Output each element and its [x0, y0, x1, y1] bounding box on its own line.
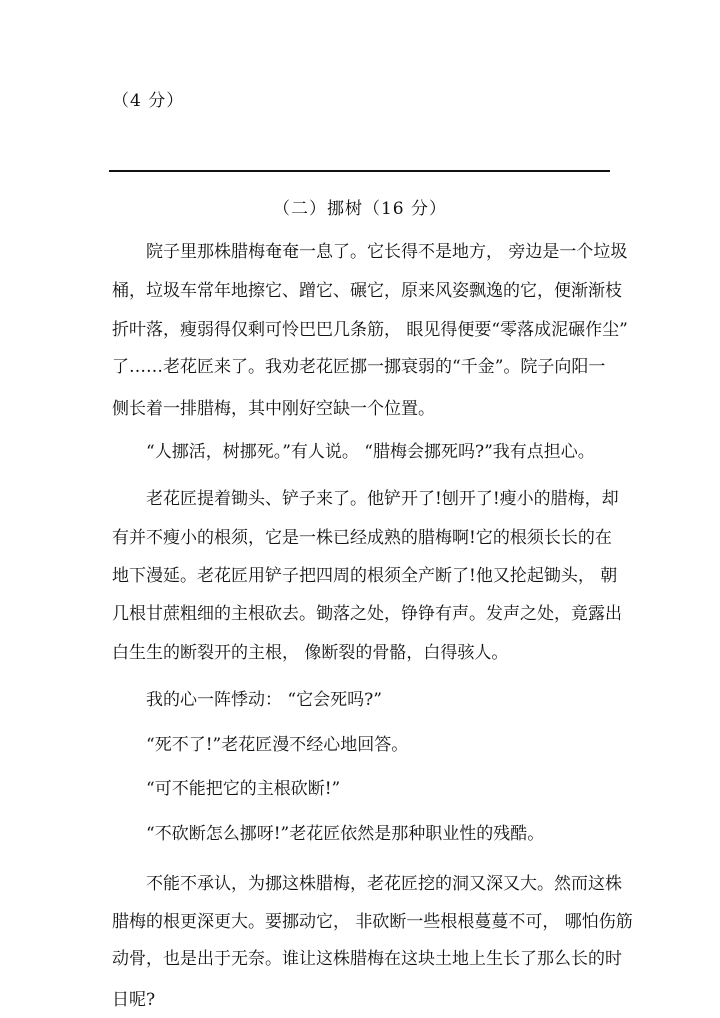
passage-line: “死不了!”老花匠漫不经心地回答。: [146, 735, 409, 755]
passage-line: 有并不瘦小的根须，它是一株已经成熟的腊梅啊!它的根须长长的在: [112, 528, 612, 548]
passage-line: 地下漫延。老花匠用铲子把四周的根须全产断了!他又抡起锄头， 朝: [112, 566, 618, 586]
passage-line: 老花匠提着锄头、铲子来了。他铲开了!刨开了!瘦小的腊梅，却: [146, 489, 619, 509]
passage-line: 几根甘蔗粗细的主根砍去。锄落之处，铮铮有声。发声之处，竟露出: [112, 604, 622, 624]
score-note: （4 分）: [112, 91, 185, 111]
passage-line: 我的心一阵悸动： “它会死吗?”: [146, 690, 382, 710]
passage-line: “可不能把它的主根砍断!”: [146, 779, 341, 799]
passage-line: “人挪活，树挪死。”有人说。 “腊梅会挪死吗?”我有点担心。: [146, 442, 595, 462]
passage-line: 折叶落，瘦弱得仅剩可怜巴巴几条筋， 眼见得便要“零落成泥碾作尘”: [112, 320, 628, 340]
section-divider: [109, 170, 610, 172]
passage-line: 桶，垃圾车常年地擦它、蹭它、碾它，原来风姿飘逸的它，便渐渐枝: [112, 281, 622, 301]
passage-line: 院子里那株腊梅奄奄一息了。它长得不是地方， 旁边是一个垃圾: [146, 242, 628, 262]
passage-line: 不能不承认，为挪这株腊梅，老花匠挖的洞又深又大。然而这株: [146, 874, 622, 894]
passage-line: “不砍断怎么挪呀!”老花匠依然是那种职业性的残酷。: [146, 824, 545, 844]
passage-line: 动骨，也是出于无奈。谁让这株腊梅在这块土地上生长了那么长的时: [112, 949, 622, 969]
passage-line: 腊梅的根更深更大。要挪动它， 非砍断一些根根蔓蔓不可， 哪怕伤筋: [112, 912, 633, 932]
passage-line: 侧长着一排腊梅，其中刚好空缺一个位置。: [112, 399, 435, 419]
passage-line: 日呢?: [112, 990, 156, 1010]
passage-line: 白生生的断裂开的主根， 像断裂的骨骼，白得骇人。: [112, 643, 509, 663]
passage-line: 了……老花匠来了。我劝老花匠挪一挪衰弱的“千金”。院子向阳一: [112, 357, 606, 377]
section-title: （二）挪树（16 分）: [272, 199, 448, 219]
